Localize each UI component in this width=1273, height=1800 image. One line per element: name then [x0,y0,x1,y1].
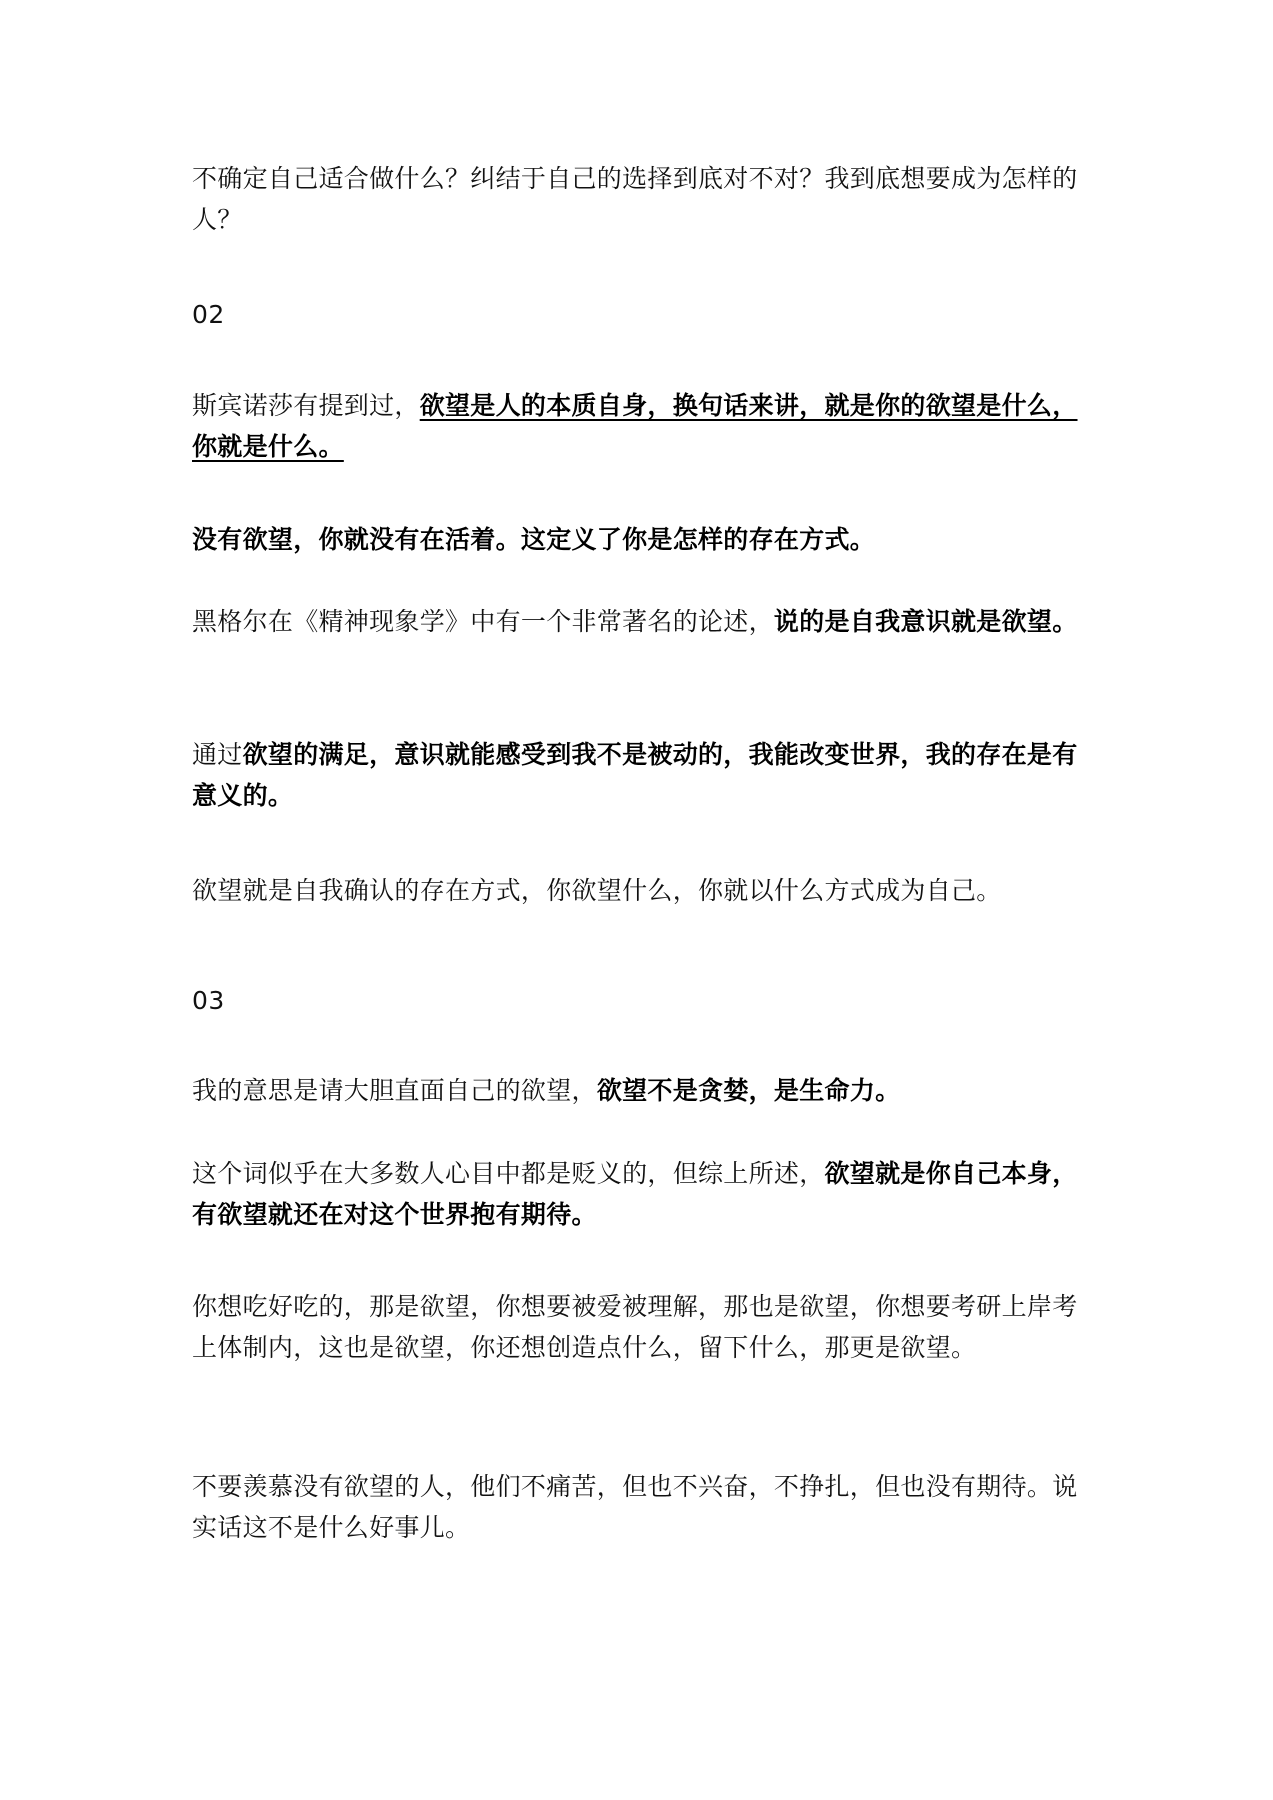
emphasis-text: 欲望就是你自己本身，有欲望就还在对这个世界抱有期待。 [192,1159,1078,1229]
emphasis-text: 说的是自我意识就是欲望。 [773,607,1078,636]
paragraph-text: 不要羡慕没有欲望的人，他们不痛苦，但也不兴奋，不挣扎，但也没有期待。说实话这不是什么好事儿。 [192,1472,1078,1542]
paragraph-text: 你想吃好吃的，那是欲望，你想要被爱被理解，那也是欲望，你想要考研上岸考上体制内，这也是欲望，你还想创造点什么，留下什么，那更是欲望。 [192,1292,1078,1362]
emphasis-text: 欲望的满足，意识就能感受到我不是被动的，我能改变世界，我的存在是有意义的。 [192,740,1078,810]
paragraph-pejorative [192,1153,1092,1235]
paragraph-text: 我的意思是请大胆直面自己的欲望， [192,1076,597,1105]
emphasis-text: 欲望是人的本质自身，换句话来讲，就是你的欲望是什么，你就是什么。 [192,391,1078,461]
paragraph-text: 不确定自己适合做什么？纠结于自己的选择到底对不对？我到底想要成为怎样的人？ [192,164,1078,234]
paragraph-spinoza [192,385,1092,467]
section-number-02: 02 [192,300,225,329]
paragraph-text: 这个词似乎在大多数人心目中都是贬义的，但综上所述， [192,1159,825,1188]
paragraph-text: 通过 [192,740,243,769]
paragraph-text: 斯宾诺莎有提到过， [192,391,420,420]
paragraph-text: 欲望就是自我确认的存在方式，你欲望什么，你就以什么方式成为自己。 [192,876,1002,905]
paragraph-face-desire [192,1070,1092,1111]
section-number-03: 03 [192,986,225,1015]
paragraph-text: 黑格尔在《精神现象学》中有一个非常著名的论述， [192,607,774,636]
emphasis-text: 没有欲望，你就没有在活着。这定义了你是怎样的存在方式。 [192,525,876,554]
paragraph-examples [192,1286,1092,1368]
paragraph-no-desire [192,519,1092,560]
paragraph-conclusion [192,1466,1092,1548]
paragraph-self-confirmation [192,870,1092,911]
paragraph-satisfaction [192,734,1092,816]
emphasis-text: 欲望不是贪婪，是生命力。 [596,1076,901,1105]
paragraph-hegel [192,601,1092,642]
paragraph-questions [192,158,1092,240]
